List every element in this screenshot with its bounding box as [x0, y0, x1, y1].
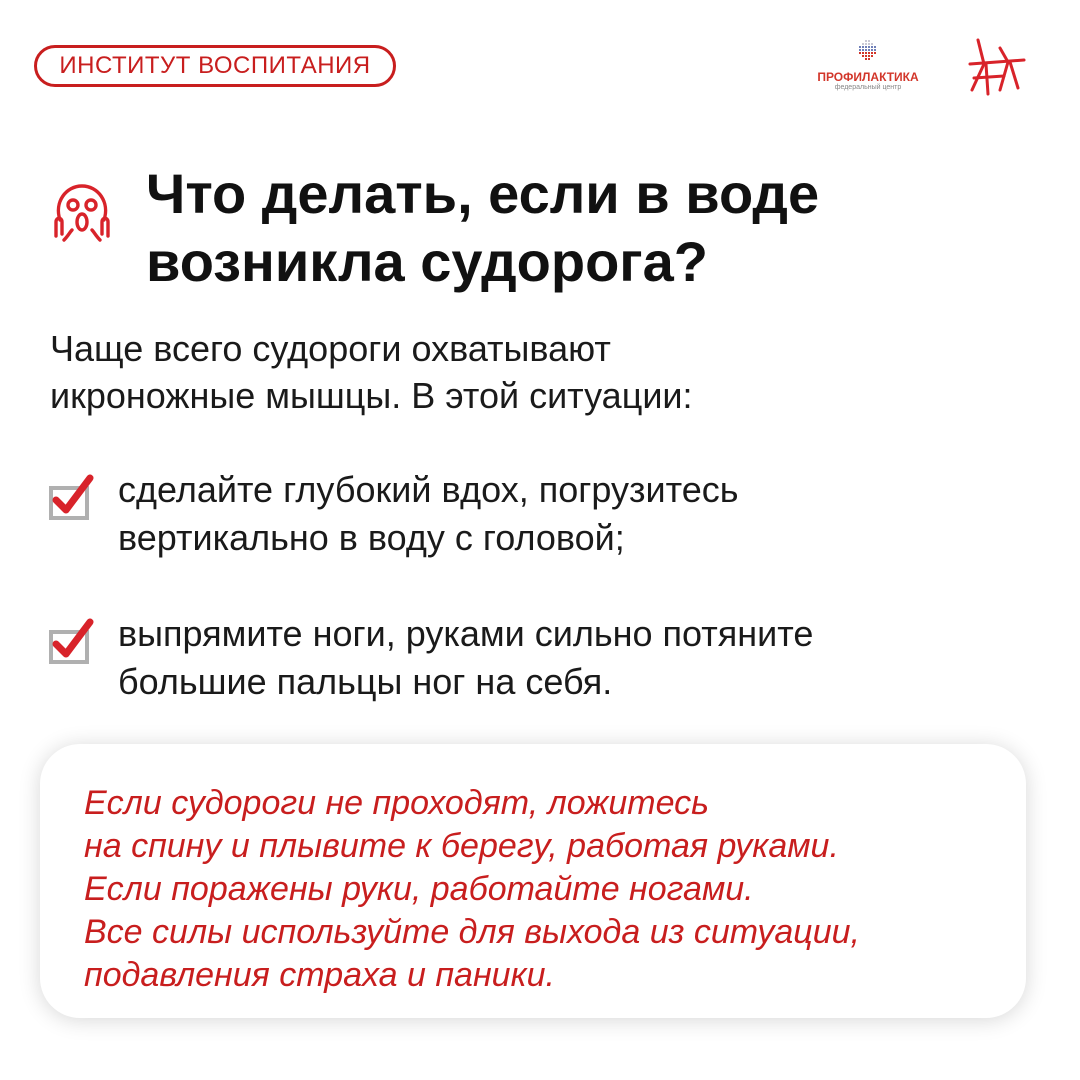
lead-line-1: Чаще всего судороги охватывают: [50, 328, 611, 369]
note-line: Если поражены руки, работайте ногами.: [84, 870, 754, 908]
page-title: [146, 160, 1026, 296]
warning-note-card: [40, 744, 1026, 1018]
note-line: подавления страха и паники.: [84, 956, 555, 994]
checklist-item-text: [118, 610, 998, 706]
institute-badge-label: ИНСТИТУТ ВОСПИТАНИЯ: [59, 52, 371, 79]
title-line-2: возникла судорога?: [146, 230, 708, 293]
profilaktika-logo: [806, 40, 930, 94]
lead-line-2: икроножные мышцы. В этой ситуации:: [50, 375, 693, 416]
checkbox-checked-icon: [48, 618, 94, 664]
profilaktika-logo-subtitle: федеральный центр: [834, 84, 902, 91]
checklist-item-line-1: сделайте глубокий вдох, погрузитесь: [118, 469, 739, 510]
profilaktika-grid-icon: [857, 40, 879, 62]
note-line: Если судороги не проходят, ложитесь: [84, 784, 709, 822]
checklist-item-line-2: вертикально в воду с головой;: [118, 517, 625, 558]
screaming-face-icon: [50, 180, 114, 244]
checklist-item-text: [118, 466, 998, 562]
checkbox-checked-icon: [48, 474, 94, 520]
checklist-item: [48, 466, 1008, 566]
profilaktika-logo-name: ПРОФИЛАКТИКА: [817, 70, 919, 84]
note-line: Все силы используйте для выхода из ситуации,: [84, 913, 860, 951]
red-chair-icon: [964, 38, 1030, 96]
checklist-item-line-2: большие пальцы ног на себя.: [118, 661, 613, 702]
checklist-item: [48, 610, 1008, 710]
institute-badge: [34, 45, 396, 87]
checklist-item-line-1: выпрямите ноги, руками сильно потяните: [118, 613, 814, 654]
title-line-1: Что делать, если в воде: [146, 162, 820, 225]
note-line: на спину и плывите к берегу, работая руками.: [84, 827, 839, 865]
lead-paragraph: [50, 325, 950, 419]
